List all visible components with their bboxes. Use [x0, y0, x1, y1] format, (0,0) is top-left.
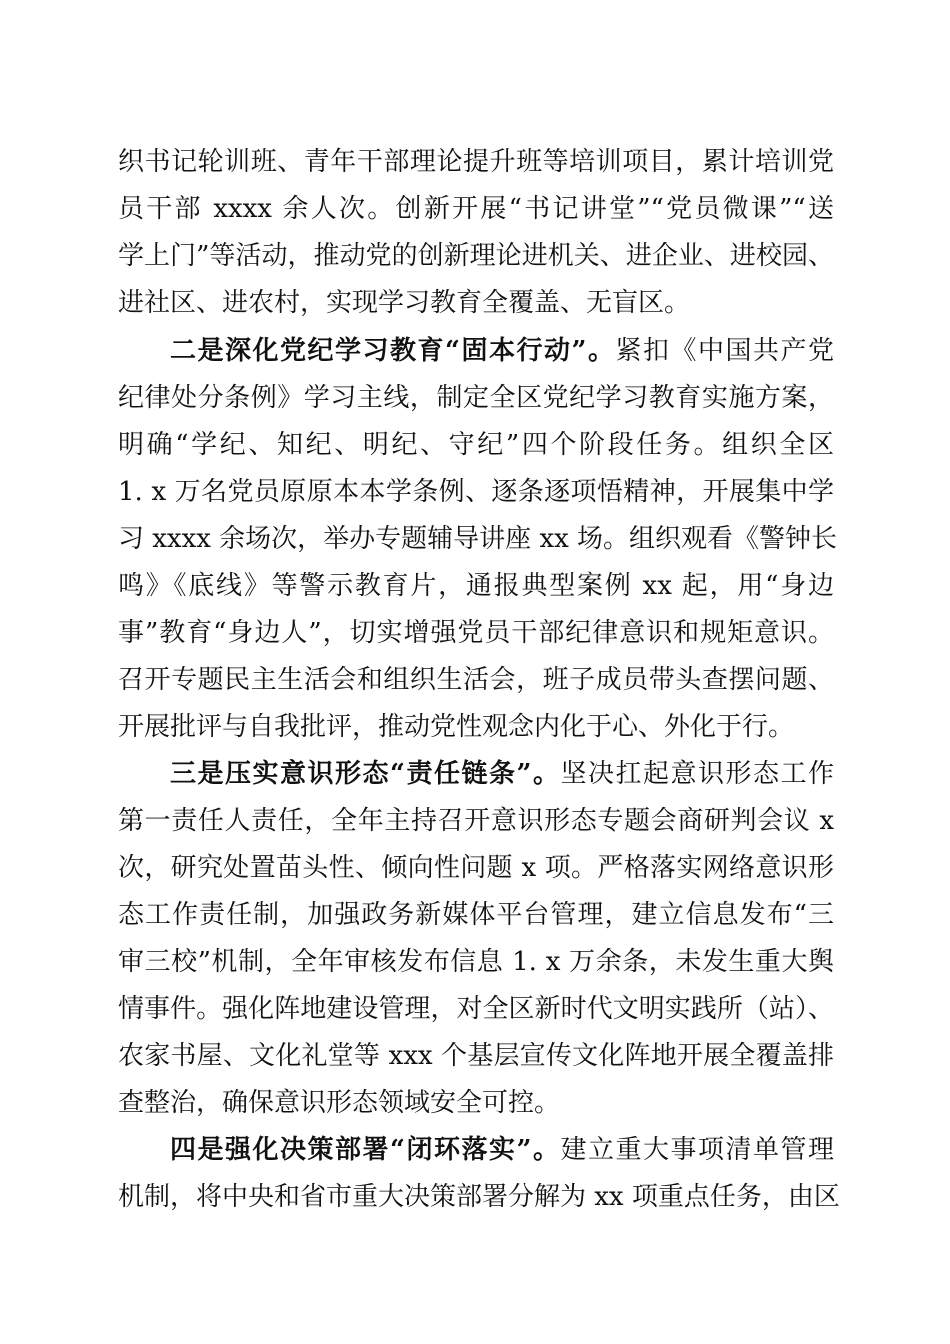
text-line: 态工作责任制，加强政务新媒体平台管理，建立信息发布“三	[118, 900, 834, 930]
paragraph-first-line: 二是深化党纪学习教育“固本行动”。紧扣《中国共产党	[170, 336, 834, 366]
text-line: 织书记轮训班、青年干部理论提升班等培训项目，累计培训党	[118, 147, 834, 177]
text-line: 召开专题民主生活会和组织生活会，班子成员带头查摆问题、	[118, 665, 834, 695]
text-line: 第一责任人责任，全年主持召开意识形态专题会商研判会议 x	[118, 806, 834, 836]
text-line: 鸣》《底线》等警示教育片，通报典型案例 xx 起，用“身边	[118, 571, 834, 601]
text-line: 事”教育“身边人”，切实增强党员干部纪律意识和规矩意识。	[118, 618, 834, 648]
text-line: 员干部 xxxx 余人次。创新开展“书记讲堂”“党员微课”“送	[118, 194, 834, 224]
text-line: 1. x 万名党员原原本本学条例、逐条逐项悟精神，开展集中学	[118, 477, 834, 507]
text-line: 学上门”等活动，推动党的创新理论进机关、进企业、进校园、	[118, 241, 834, 271]
text-line: 进社区、进农村，实现学习教育全覆盖、无盲区。	[118, 288, 691, 318]
text-line: 农家书屋、文化礼堂等 xxx 个基层宣传文化阵地开展全覆盖排	[118, 1041, 834, 1071]
text-line: 明确“学纪、知纪、明纪、守纪”四个阶段任务。组织全区	[118, 430, 834, 460]
text-line: 查整治，确保意识形态领域安全可控。	[118, 1088, 561, 1118]
text-line: 机制，将中央和省市重大决策部署分解为 xx 项重点任务，由区	[118, 1182, 840, 1212]
text-line: 审三校”机制，全年审核发布信息 1. x 万余条，未发生重大舆	[118, 947, 834, 977]
text-line: 次，研究处置苗头性、倾向性问题 x 项。严格落实网络意识形	[118, 853, 834, 883]
paragraph-heading: 三是压实意识形态“责任链条”。	[170, 759, 561, 789]
paragraph-heading: 四是强化决策部署“闭环落实”。	[170, 1135, 561, 1165]
paragraph-first-line: 三是压实意识形态“责任链条”。坚决扛起意识形态工作	[170, 759, 834, 789]
text-line: 习 xxxx 余场次，举办专题辅导讲座 xx 场。组织观看《警钟长	[118, 524, 838, 554]
text-line: 情事件。强化阵地建设管理，对全区新时代文明实践所（站）、	[118, 994, 834, 1024]
text-line: 开展批评与自我批评，推动党性观念内化于心、外化于行。	[118, 712, 795, 742]
paragraph-heading: 二是深化党纪学习教育“固本行动”。	[170, 336, 616, 366]
text-line: 纪律处分条例》学习主线，制定全区党纪学习教育实施方案，	[118, 383, 834, 413]
paragraph-first-line: 四是强化决策部署“闭环落实”。建立重大事项清单管理	[170, 1135, 834, 1165]
